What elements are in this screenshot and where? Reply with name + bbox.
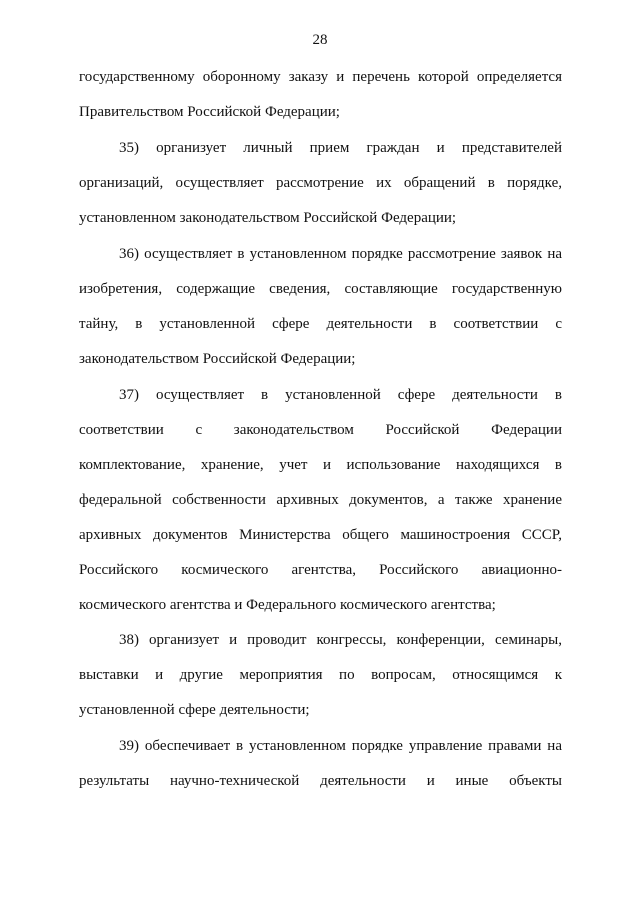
- paragraph-first-line: 36) осуществляет в установленном порядке рассмотрение заявок на: [119, 246, 562, 262]
- text-line: выставки и другие мероприятия по вопросам, относящимся к: [79, 667, 562, 683]
- text-line: организаций, осуществляет рассмотрение их обращений в порядке,: [79, 175, 562, 191]
- paragraph-first-line: 35) организует личный прием граждан и представителей: [119, 140, 562, 156]
- text-line: комплектование, хранение, учет и использование находящихся в: [79, 457, 562, 473]
- text-line: Правительством Российской Федерации;: [79, 104, 340, 120]
- text-line: изобретения, содержащие сведения, составляющие государственную: [79, 281, 562, 297]
- text-line: установленной сфере деятельности;: [79, 702, 310, 718]
- text-line: результаты научно-технической деятельности и иные объекты: [79, 773, 562, 789]
- text-line: установленном законодательством Российской Федерации;: [79, 210, 457, 226]
- text-line: соответствии с законодательством Российской Федерации: [79, 422, 562, 438]
- text-line: федеральной собственности архивных документов, а также хранение: [79, 492, 562, 508]
- paragraph-first-line: 37) осуществляет в установленной сфере деятельности в: [119, 387, 562, 403]
- page-number: 28: [312, 32, 328, 48]
- text-line: законодательством Российской Федерации;: [79, 351, 356, 367]
- text-line: космического агентства и Федерального космического агентства;: [79, 597, 496, 613]
- text-line: архивных документов Министерства общего машиностроения СССР,: [79, 527, 562, 543]
- text-line: тайну, в установленной сфере деятельности в соответствии с: [79, 316, 562, 332]
- paragraph-first-line: 38) организует и проводит конгрессы, конференции, семинары,: [119, 632, 562, 648]
- text-line: государственному оборонному заказу и перечень которой определяется: [79, 69, 562, 85]
- text-line: Российского космического агентства, Российского авиационно-: [79, 562, 562, 578]
- paragraph-first-line: 39) обеспечивает в установленном порядке управление правами на: [119, 738, 562, 754]
